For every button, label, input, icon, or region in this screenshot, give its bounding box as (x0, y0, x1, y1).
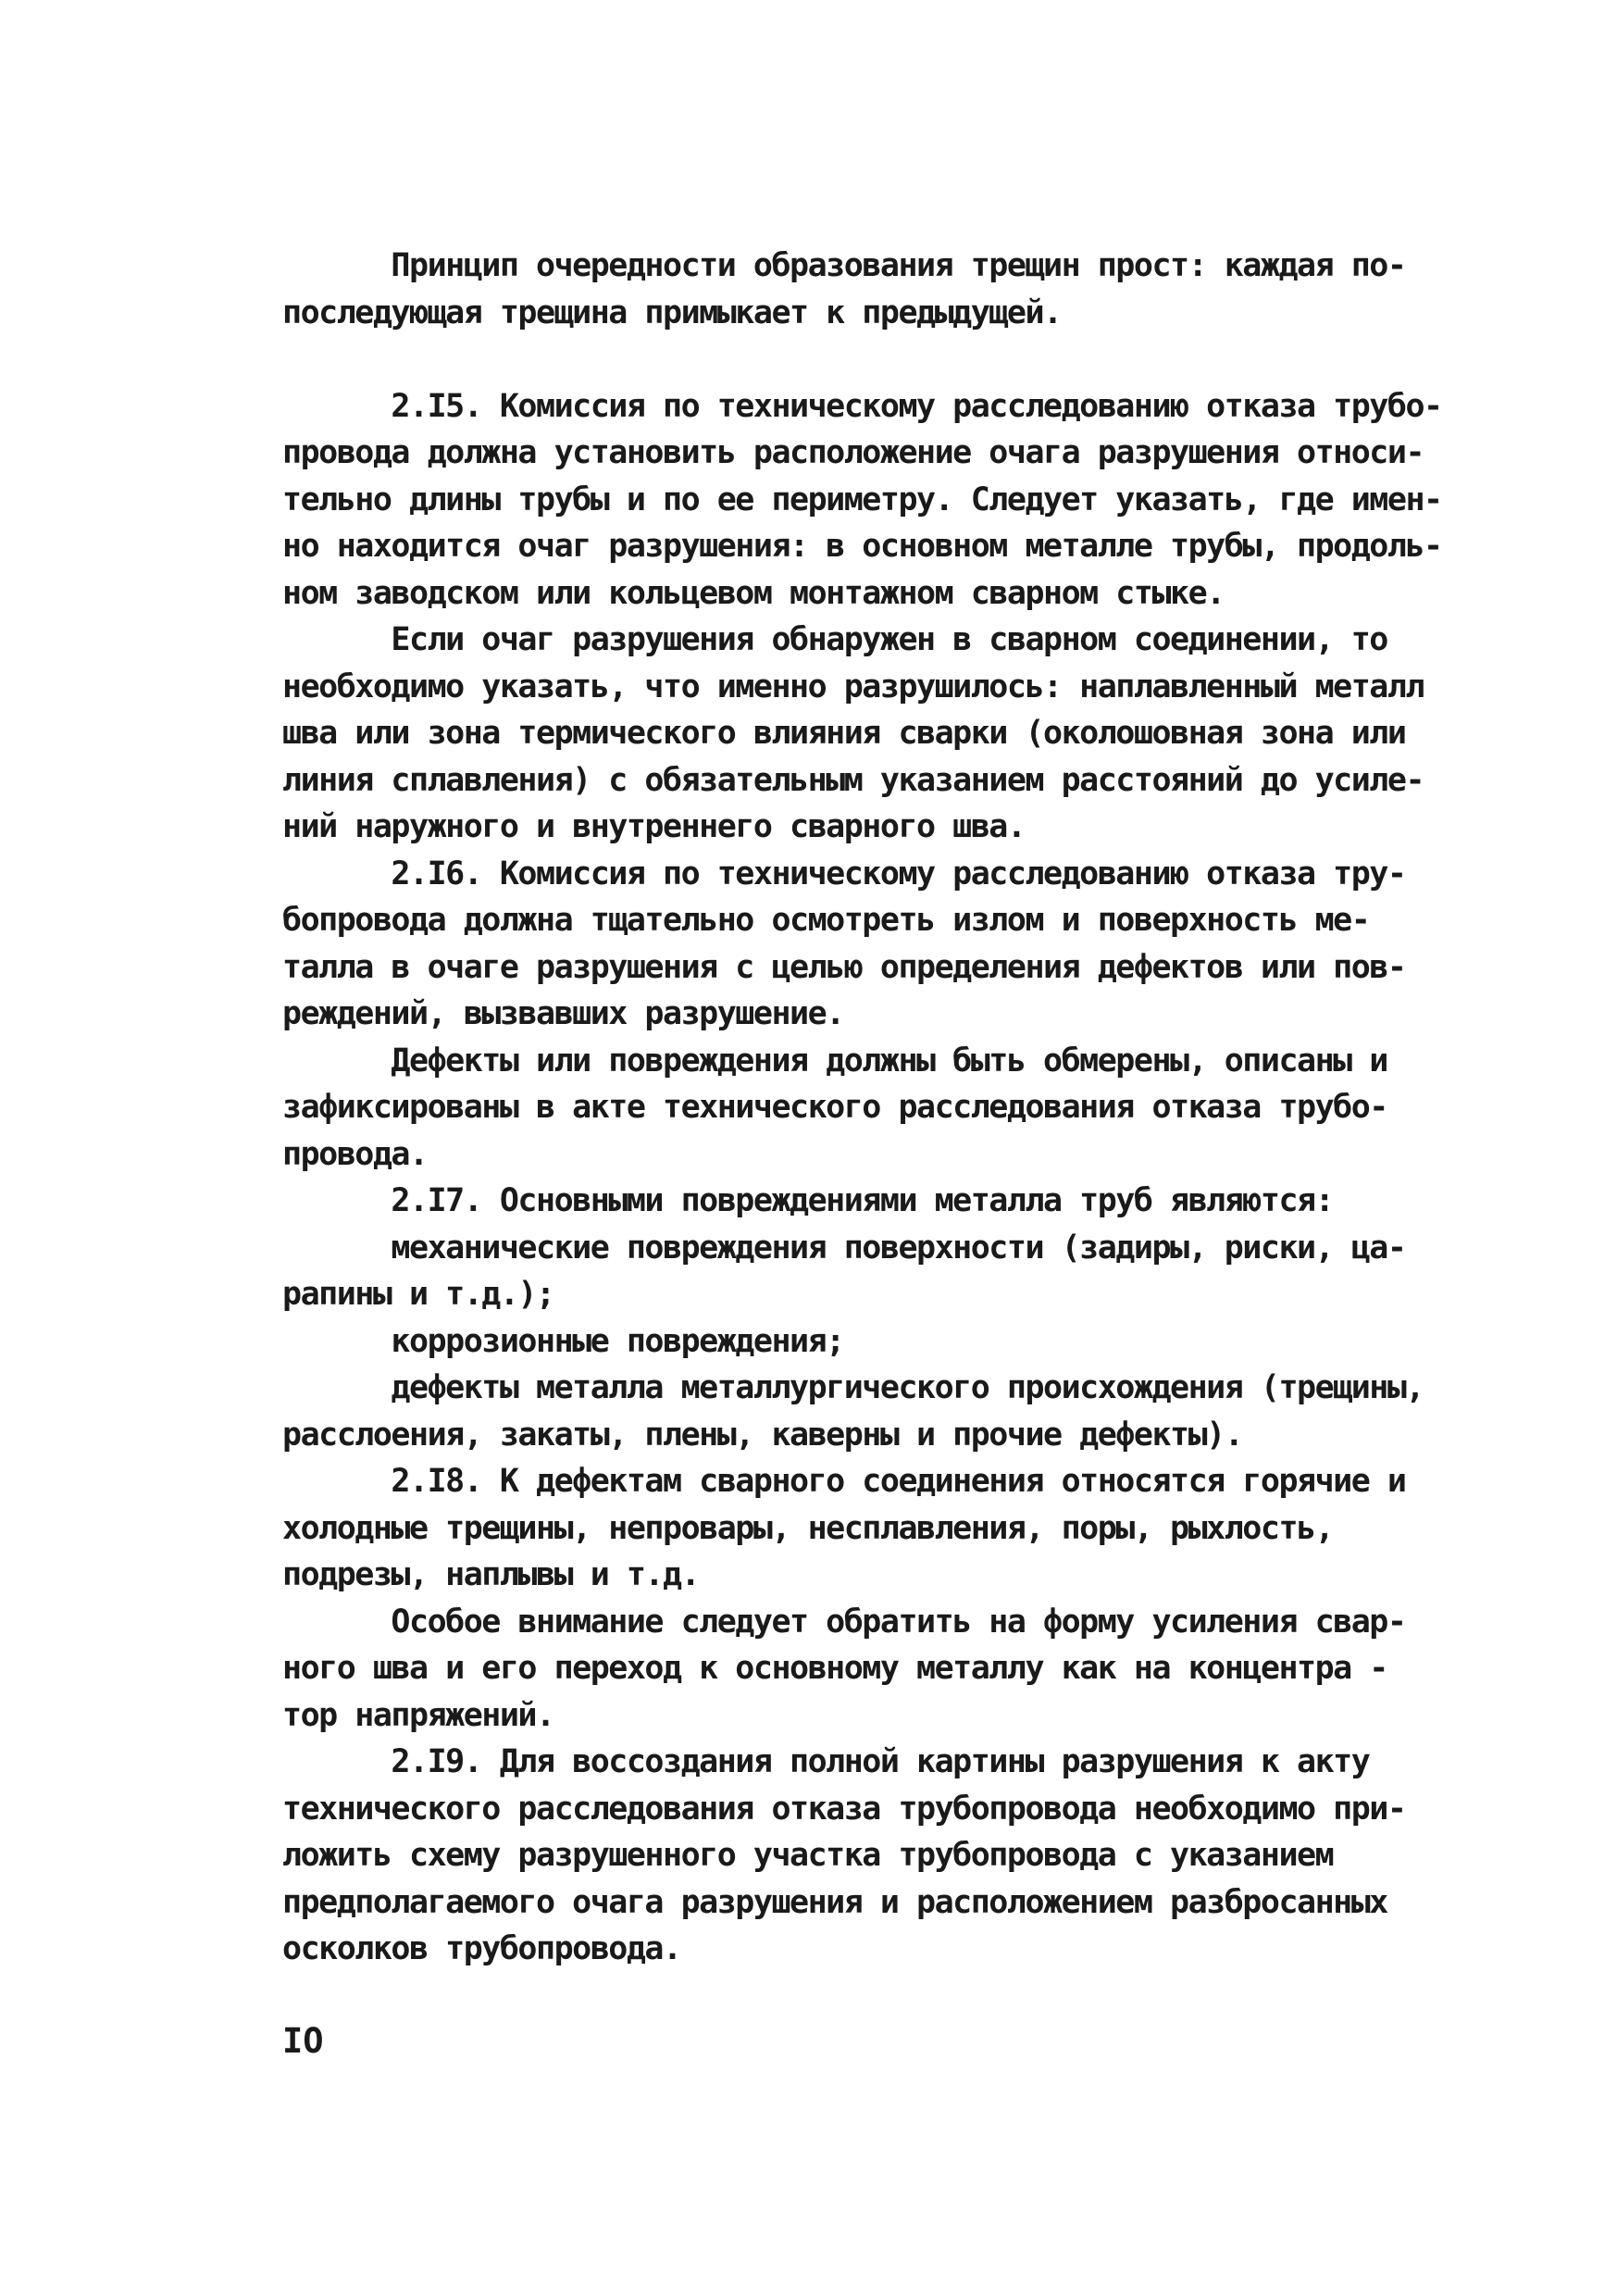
text-line: шва или зона термического влияния сварки (околошовная зона или (282, 715, 1406, 752)
text-line: дефекты металла металлургического происхождения (трещины, (282, 1369, 1424, 1406)
text-line: Принцип очередности образования трещин прост: каждая по- (282, 247, 1406, 284)
text-line: провода должна установить расположение очага разрушения относи- (282, 434, 1424, 471)
text-line: 2.I8. К дефектам сварного соединения относятся горячие и (282, 1463, 1406, 1500)
text-line: ложить схему разрушенного участка трубопровода с указанием (282, 1837, 1334, 1874)
page-number: IO (282, 2021, 324, 2061)
text-line: тор напряжений. (282, 1696, 554, 1734)
text-line: последующая трещина примыкает к предыдущей. (282, 293, 1062, 331)
text-line: тельно длины трубы и по ее периметру. Следует указать, где имен- (282, 480, 1442, 518)
text-line: Если очаг разрушения обнаружен в сварном соединении, то (282, 621, 1387, 658)
text-line: необходимо указать, что именно разрушилось: наплавленный металл (282, 668, 1424, 705)
text-line: осколков трубопровода. (282, 1930, 681, 1967)
text-line: Особое внимание следует обратить на форму усиления свар- (282, 1603, 1406, 1641)
text-line: рапины и т.д.); (282, 1276, 554, 1313)
text-line: технического расследования отказа трубопровода необходимо при- (282, 1790, 1406, 1828)
text-line: провода. (282, 1135, 428, 1173)
text-line: 2.I5. Комиссия по техническому расследованию отказа трубо- (282, 387, 1442, 425)
body-text (282, 243, 1476, 1973)
text-line: зафиксированы в акте технического расследования отказа трубо- (282, 1089, 1387, 1126)
text-line: холодные трещины, непровары, несплавления, поры, рыхлость, (282, 1509, 1334, 1547)
text-line: предполагаемого очага разрушения и расположением разбросанных (282, 1883, 1387, 1921)
text-line: бопровода должна тщательно осмотреть излом и поверхность ме- (282, 902, 1370, 939)
text-line: но находится очаг разрушения: в основном металле трубы, продоль- (282, 528, 1442, 565)
text-line: талла в очаге разрушения с целью определения дефектов или пов- (282, 948, 1406, 986)
text-line: механические повреждения поверхности (задиры, риски, ца- (282, 1229, 1406, 1267)
text-line: коррозионные повреждения; (282, 1322, 844, 1360)
text-line: расслоения, закаты, плены, каверны и прочие дефекты). (282, 1416, 1243, 1454)
text-line: реждений, вызвавших разрушение. (282, 995, 844, 1032)
text-line: 2.I6. Комиссия по техническому расследованию отказа тру- (282, 855, 1406, 892)
paragraph-gap (282, 336, 1476, 383)
text-line: подрезы, наплывы и т.д. (282, 1556, 700, 1593)
text-line: Дефекты или повреждения должны быть обмерены, описаны и (282, 1042, 1387, 1079)
text-line: ний наружного и внутреннего сварного шва. (282, 808, 1026, 845)
text-line: 2.I9. Для воссоздания полной картины разрушения к акту (282, 1743, 1370, 1780)
text-line: ном заводском или кольцевом монтажном сварном стыке. (282, 574, 1225, 612)
text-line: ного шва и его переход к основному металлу как на концентра - (282, 1650, 1387, 1687)
text-line: 2.I7. Основными повреждениями металла труб являются: (282, 1182, 1334, 1219)
text-line: линия сплавления) с обязательным указанием расстояний до усиле- (282, 761, 1424, 799)
